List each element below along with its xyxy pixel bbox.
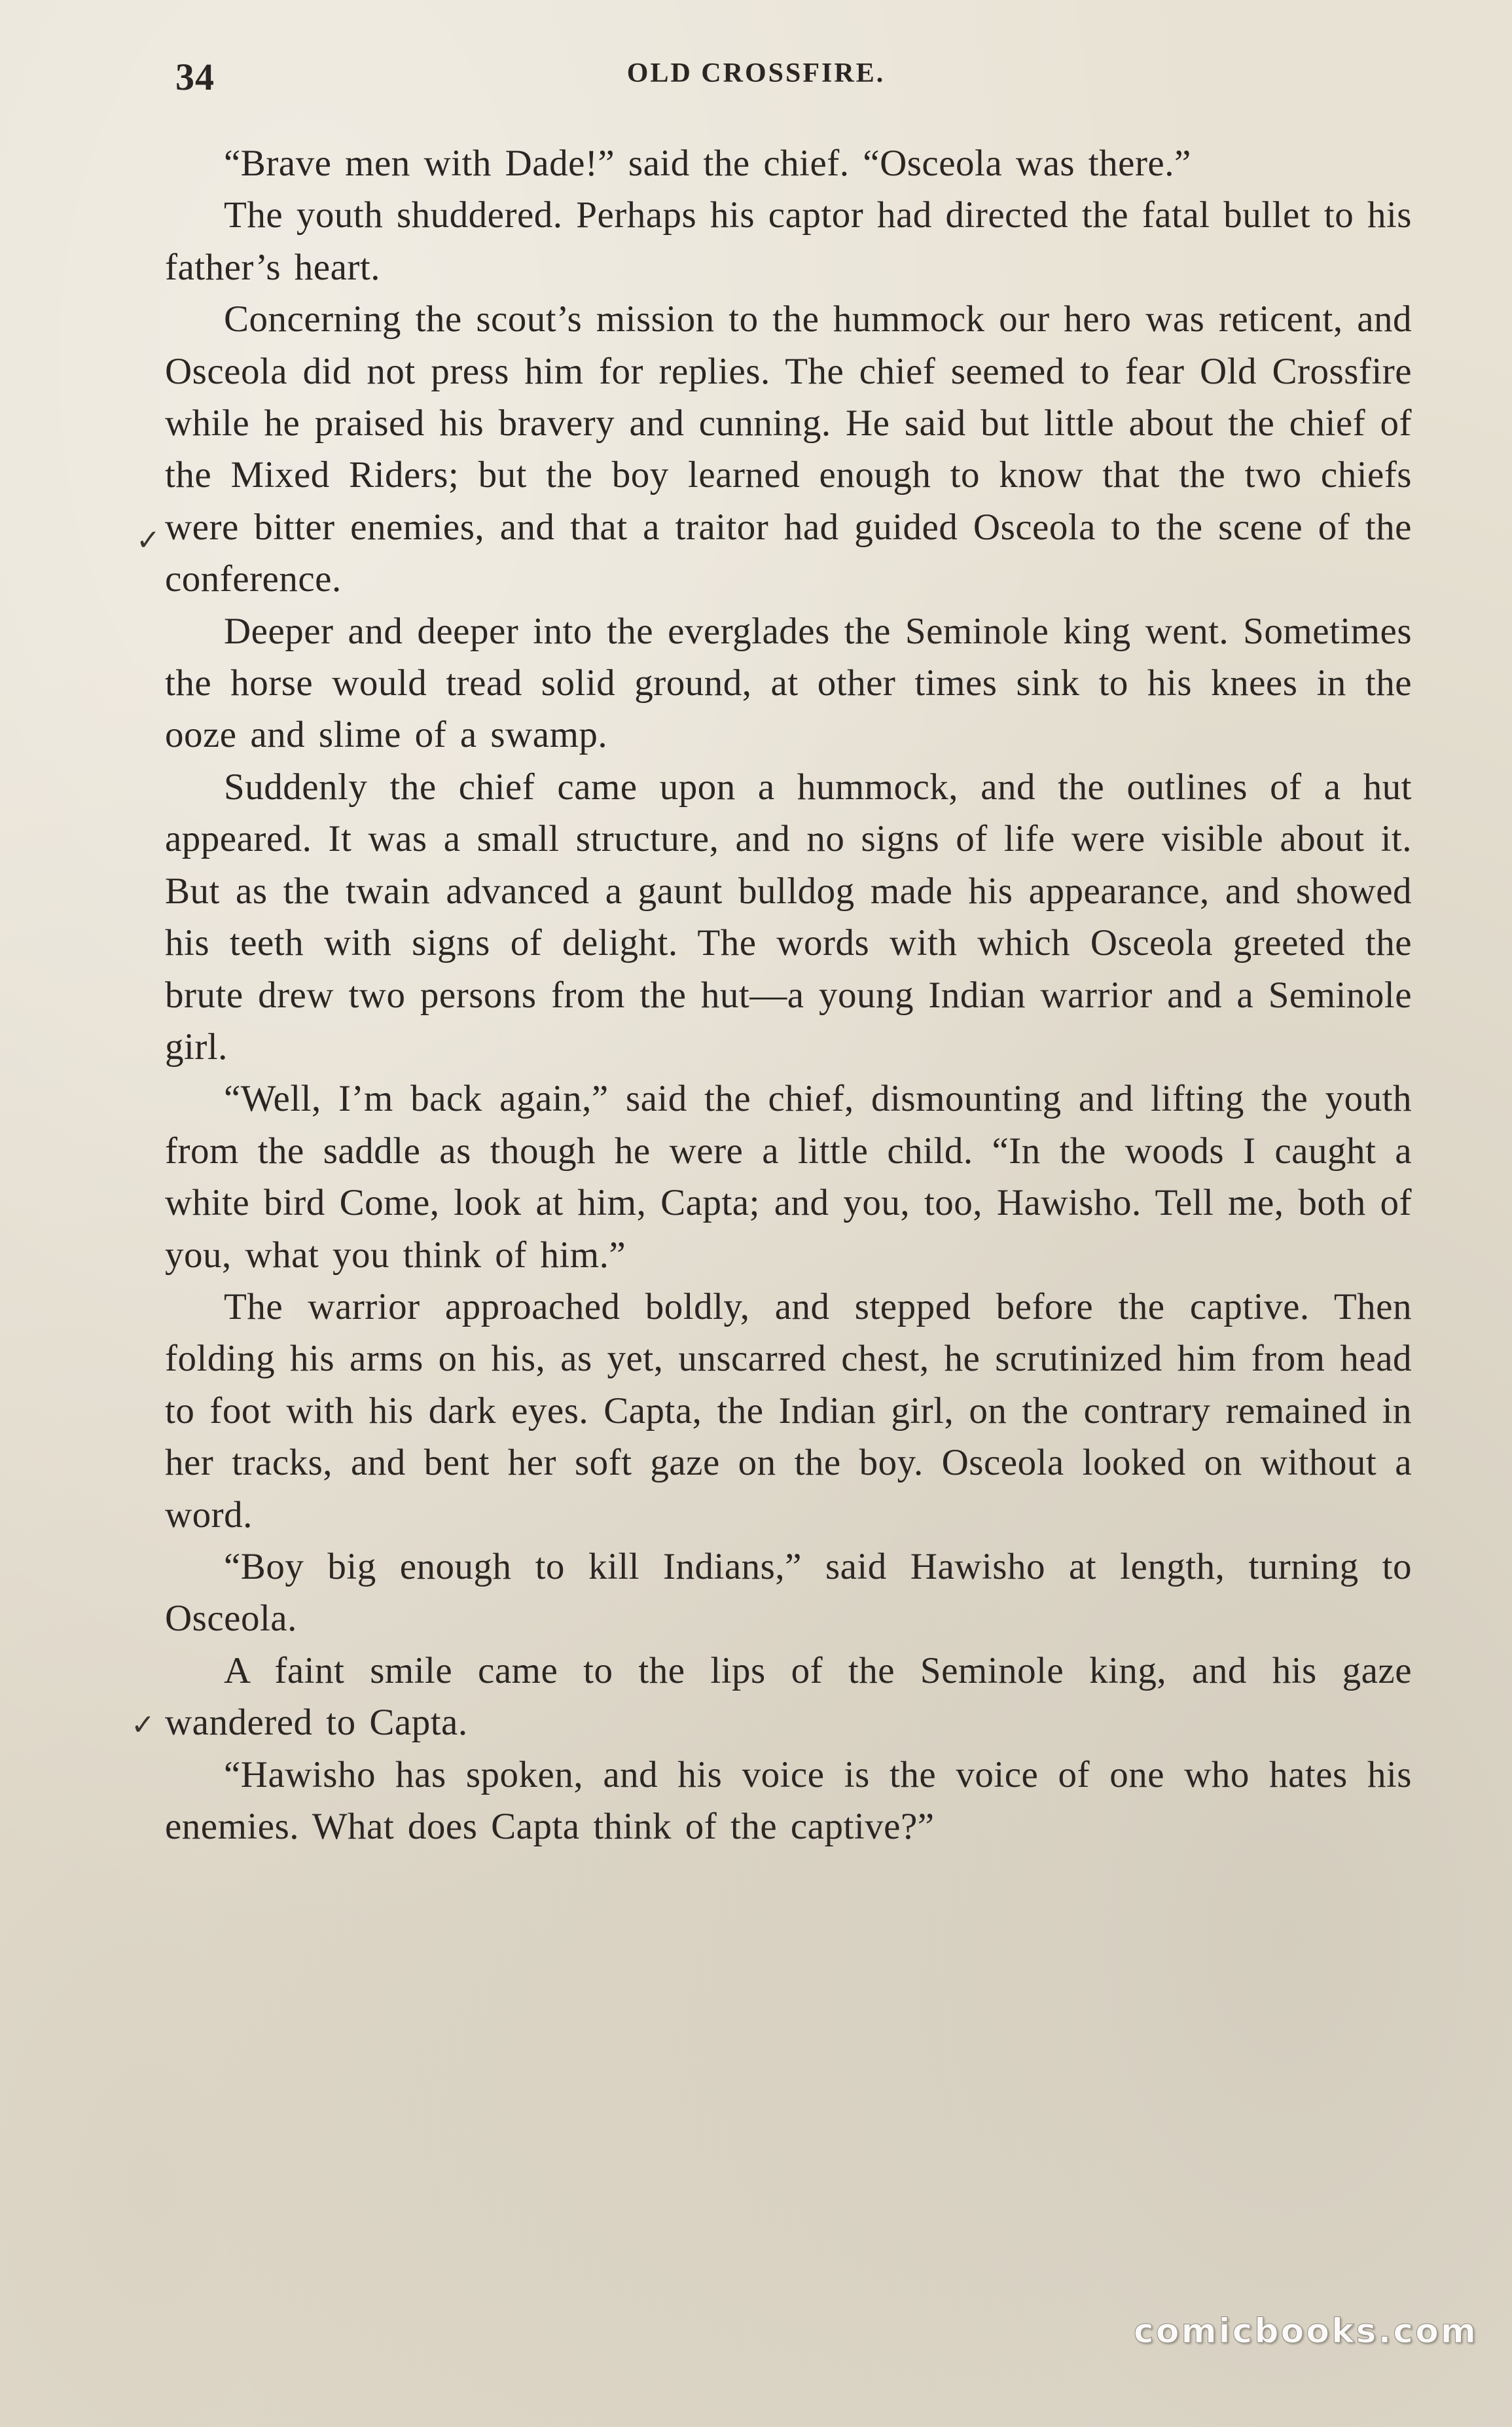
paragraph: Concerning the scout’s mission to the hummock our hero was reticent, and Osceola did not press him for replies. The chief seemed to fear Old Crossfire while he praised his bravery and cunning. He said but little about the chief of the Mixed Riders; but the boy learned enough to know that the two chiefs were bitter enemies, and that a traitor had guided Osceola to the scene of the conference.: [165, 298, 1412, 600]
paragraph: A faint smile came to the lips of the Seminole king, and his gaze wandered to Capta.: [165, 1649, 1412, 1744]
paragraph: Suddenly the chief came upon a hummock, and the outlines of a hut appeared. It was a small structure, and no signs of life were visible about it. But as the twain advanced a gaunt bulldog made his appearance, and showed his teeth with signs of delight. The words with which Osceola greeted the brute drew two persons from the hut—a young Indian warrior and a Seminole girl.: [165, 766, 1412, 1068]
paragraph: “Brave men with Dade!” said the chief. “Osceola was there.”: [224, 143, 1191, 184]
paragraph: “Boy big enough to kill Indians,” said Hawisho at length, turning to Osceola.: [165, 1545, 1412, 1640]
paragraph: Deeper and deeper into the everglades the Seminole king went. Sometimes the horse would tread solid ground, at other times sink to his knees in the ooze and slime of a swamp.: [165, 610, 1412, 756]
paragraph: “Hawisho has spoken, and his voice is the voice of one who hates his enemies. What does Capta think of the captive?”: [165, 1753, 1412, 1847]
ink-speck: ✓: [131, 1709, 155, 1741]
watermark-logo: comicbooks.com: [1133, 2312, 1478, 2351]
body-text: [165, 137, 1412, 1852]
paragraph: The youth shuddered. Perhaps his captor had directed the fatal bullet to his father’s heart.: [165, 194, 1412, 288]
running-title: OLD CROSSFIRE.: [626, 58, 886, 88]
ink-speck: ✓: [136, 524, 160, 556]
paragraph: “Well, I’m back again,” said the chief, dismounting and lifting the youth from the saddle as though he were a little child. “In the woods I caught a white bird Come, look at him, Capta; and you, too, Hawisho. Tell me, both of you, what you think of him.”: [165, 1078, 1412, 1276]
paragraph: The warrior approached boldly, and stepped before the captive. Then folding his arms on his, as yet, unscarred chest, he scrutinized him from head to foot with his dark eyes. Capta, the Indian girl, on the contrary remained in her tracks, and bent her soft gaze on the boy. Osceola looked on without a word.: [165, 1285, 1412, 1536]
page-number: 34: [175, 56, 215, 98]
